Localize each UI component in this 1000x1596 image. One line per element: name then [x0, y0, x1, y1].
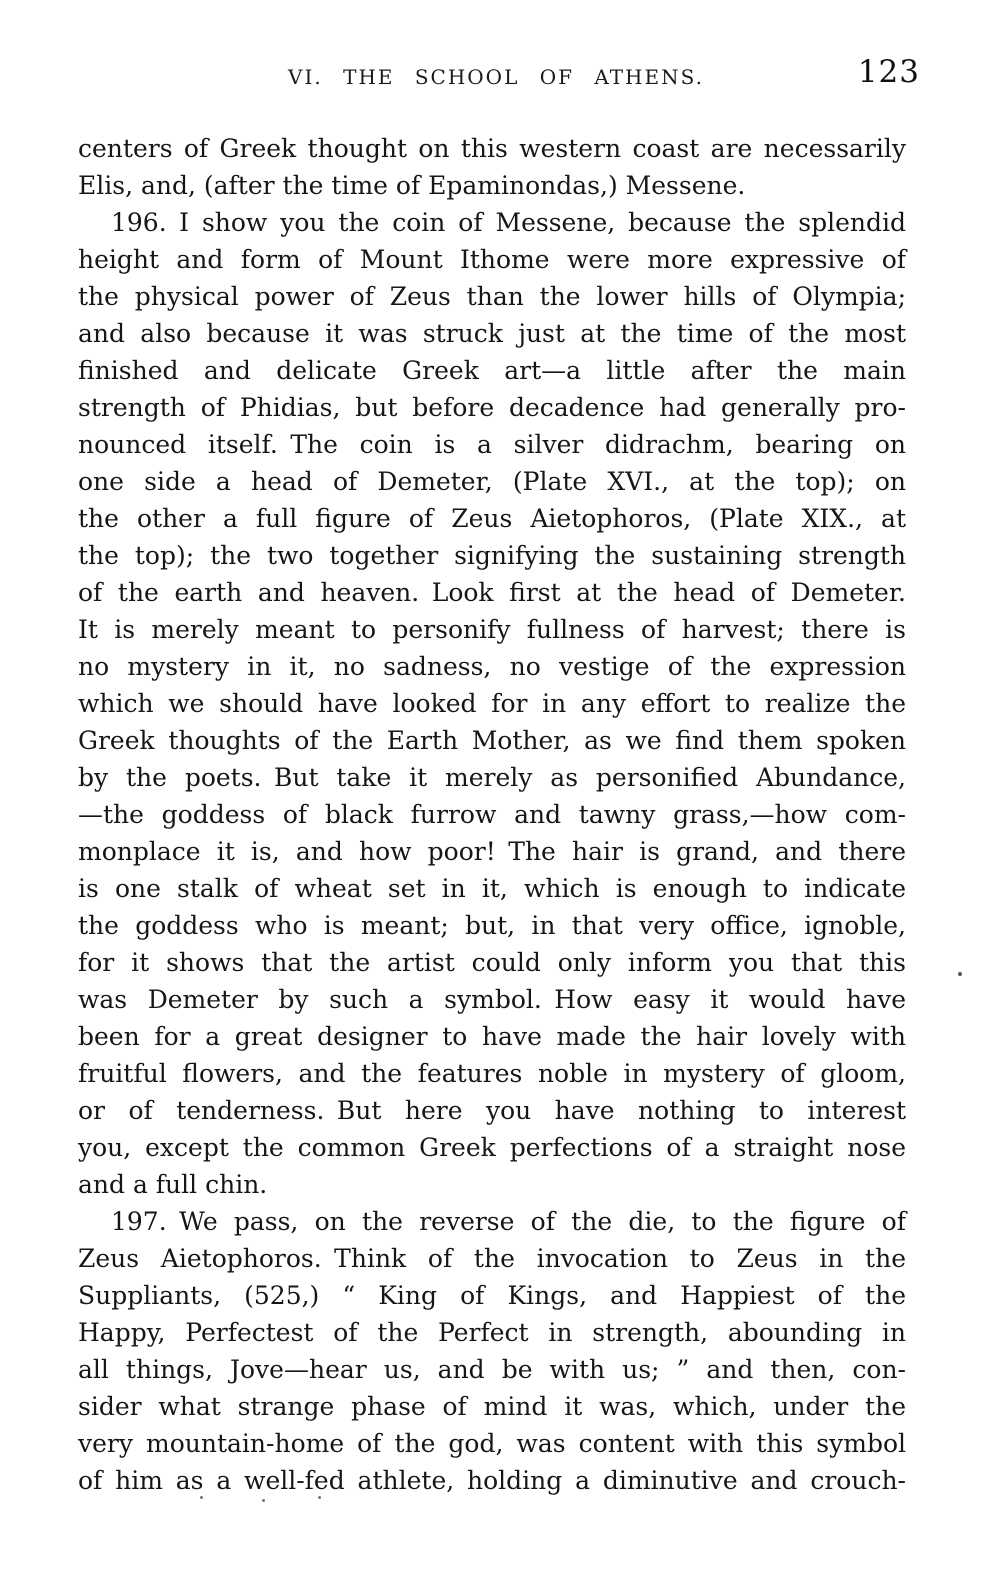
text-line: by the poets. But take it merely as personified Abundance, [78, 763, 906, 792]
text-line: which we should have looked for in any effort to realize the [78, 689, 906, 718]
text-line: fruitful flowers, and the features noble in mystery of gloom, [78, 1059, 906, 1088]
scan-speck [958, 972, 962, 976]
text-line: and a full chin. [78, 1170, 268, 1199]
text-line: of the earth and heaven. Look first at the head of Demeter. [78, 578, 906, 607]
text-line: Elis, and, (after the time of Epaminondas,) Messene. [78, 171, 746, 200]
text-line: the physical power of Zeus than the lower hills of Olympia; [78, 282, 906, 311]
text-line: the other a full figure of Zeus Aietophoros, (Plate XIX., at [78, 504, 906, 533]
text-line: Greek thoughts of the Earth Mother, as we find them spoken [78, 726, 906, 755]
scan-speck [200, 1496, 203, 1499]
text-line: monplace it is, and how poor! The hair is grand, and there [78, 837, 906, 866]
text-line: the top); the two together signifying the sustaining strength [78, 541, 906, 570]
text-line: 196. I show you the coin of Messene, because the splendid [111, 208, 906, 237]
text-line: for it shows that the artist could only inform you that this [78, 948, 906, 977]
text-line: no mystery in it, no sadness, no vestige of the expression [78, 652, 906, 681]
text-line: finished and delicate Greek art—a little after the main [78, 356, 906, 385]
text-line: or of tenderness. But here you have nothing to interest [78, 1096, 906, 1125]
text-line: of him as a well-fed athlete, holding a diminutive and crouch- [78, 1466, 906, 1495]
text-line: was Demeter by such a symbol. How easy it would have [78, 985, 906, 1014]
body-text [78, 130, 906, 1499]
text-line: been for a great designer to have made the hair lovely with [78, 1022, 906, 1051]
text-line: —the goddess of black furrow and tawny grass,—how com- [78, 800, 906, 829]
text-line: the goddess who is meant; but, in that very office, ignoble, [78, 911, 906, 940]
text-line: one side a head of Demeter, (Plate XVI., at the top); on [78, 467, 906, 496]
text-line: Suppliants, (525,) “ King of Kings, and Happiest of the [78, 1281, 906, 1310]
text-line: you, except the common Greek perfections of a straight nose [78, 1133, 906, 1162]
text-line: centers of Greek thought on this western coast are necessarily [78, 134, 906, 163]
text-line: very mountain-home of the god, was content with this symbol [78, 1429, 906, 1458]
text-line: sider what strange phase of mind it was, which, under the [78, 1392, 906, 1421]
text-line: is one stalk of wheat set in it, which is enough to indicate [78, 874, 906, 903]
text-line: nounced itself. The coin is a silver didrachm, bearing on [78, 430, 906, 459]
text-line: Happy, Perfectest of the Perfect in strength, abounding in [78, 1318, 906, 1347]
scan-speck [262, 1499, 265, 1502]
text-line: strength of Phidias, but before decadence had generally pro- [78, 393, 906, 422]
text-line: height and form of Mount Ithome were more expressive of [78, 245, 906, 274]
text-line: all things, Jove—hear us, and be with us; ” and then, con- [78, 1355, 906, 1384]
scan-speck [318, 1496, 321, 1499]
text-line: 197. We pass, on the reverse of the die, to the figure of [111, 1207, 906, 1236]
text-line: It is merely meant to personify fullness of harvest; there is [78, 615, 906, 644]
running-title: VI. THE SCHOOL OF ATHENS. [288, 65, 704, 89]
page-number: 123 [857, 54, 920, 90]
text-line: Zeus Aietophoros. Think of the invocation to Zeus in the [78, 1244, 906, 1273]
text-line: and also because it was struck just at the time of the most [78, 319, 906, 348]
